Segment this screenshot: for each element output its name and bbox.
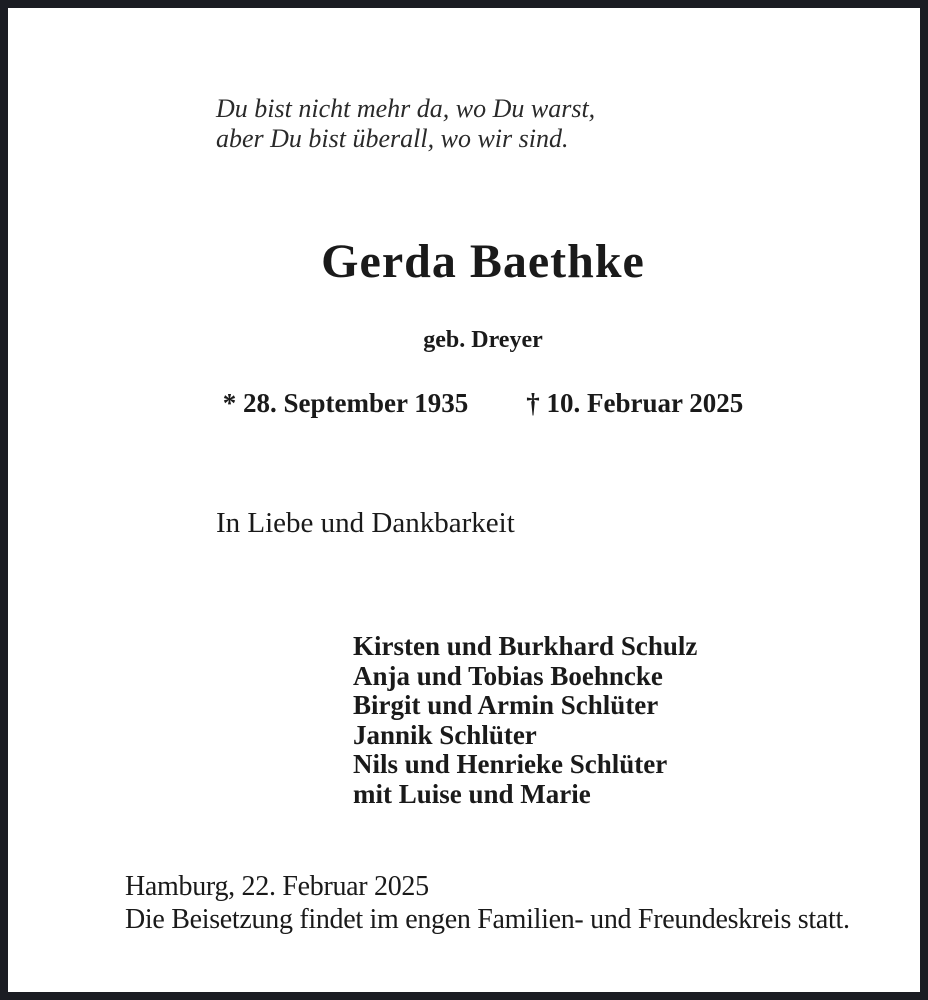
mourner-line: mit Luise und Marie	[353, 778, 591, 809]
condolence-line: In Liebe und Dankbarkeit	[216, 507, 515, 539]
mourner-line: Birgit und Armin Schlüter	[353, 690, 659, 720]
deceased-name: Gerda Baethke	[321, 235, 645, 288]
birth-date: * 28. September 1935	[222, 388, 469, 418]
mourner-line: Jannik Schlüter	[353, 719, 537, 750]
epitaph-quote	[216, 94, 595, 154]
mourner-line: Nils und Henrieke Schlüter	[353, 749, 668, 779]
epitaph-line-1: Du bist nicht mehr da, wo Du warst,	[216, 94, 596, 123]
epitaph-line-2: aber Du bist überall, wo wir sind.	[216, 124, 569, 153]
maiden-name: geb. Dreyer	[423, 327, 543, 353]
life-dates	[216, 388, 750, 419]
mourners-list	[353, 632, 697, 809]
death-date: † 10. Februar 2025	[526, 388, 744, 418]
mourner-line: Anja und Tobias Boehncke	[353, 660, 663, 691]
closing-block	[125, 870, 850, 936]
mourner-line: Kirsten und Burkhard Schulz	[353, 631, 698, 661]
place-and-date: Hamburg, 22. Februar 2025	[125, 871, 429, 902]
funeral-note: Die Beisetzung findet im engen Familien- und Freundeskreis statt.	[125, 904, 850, 935]
